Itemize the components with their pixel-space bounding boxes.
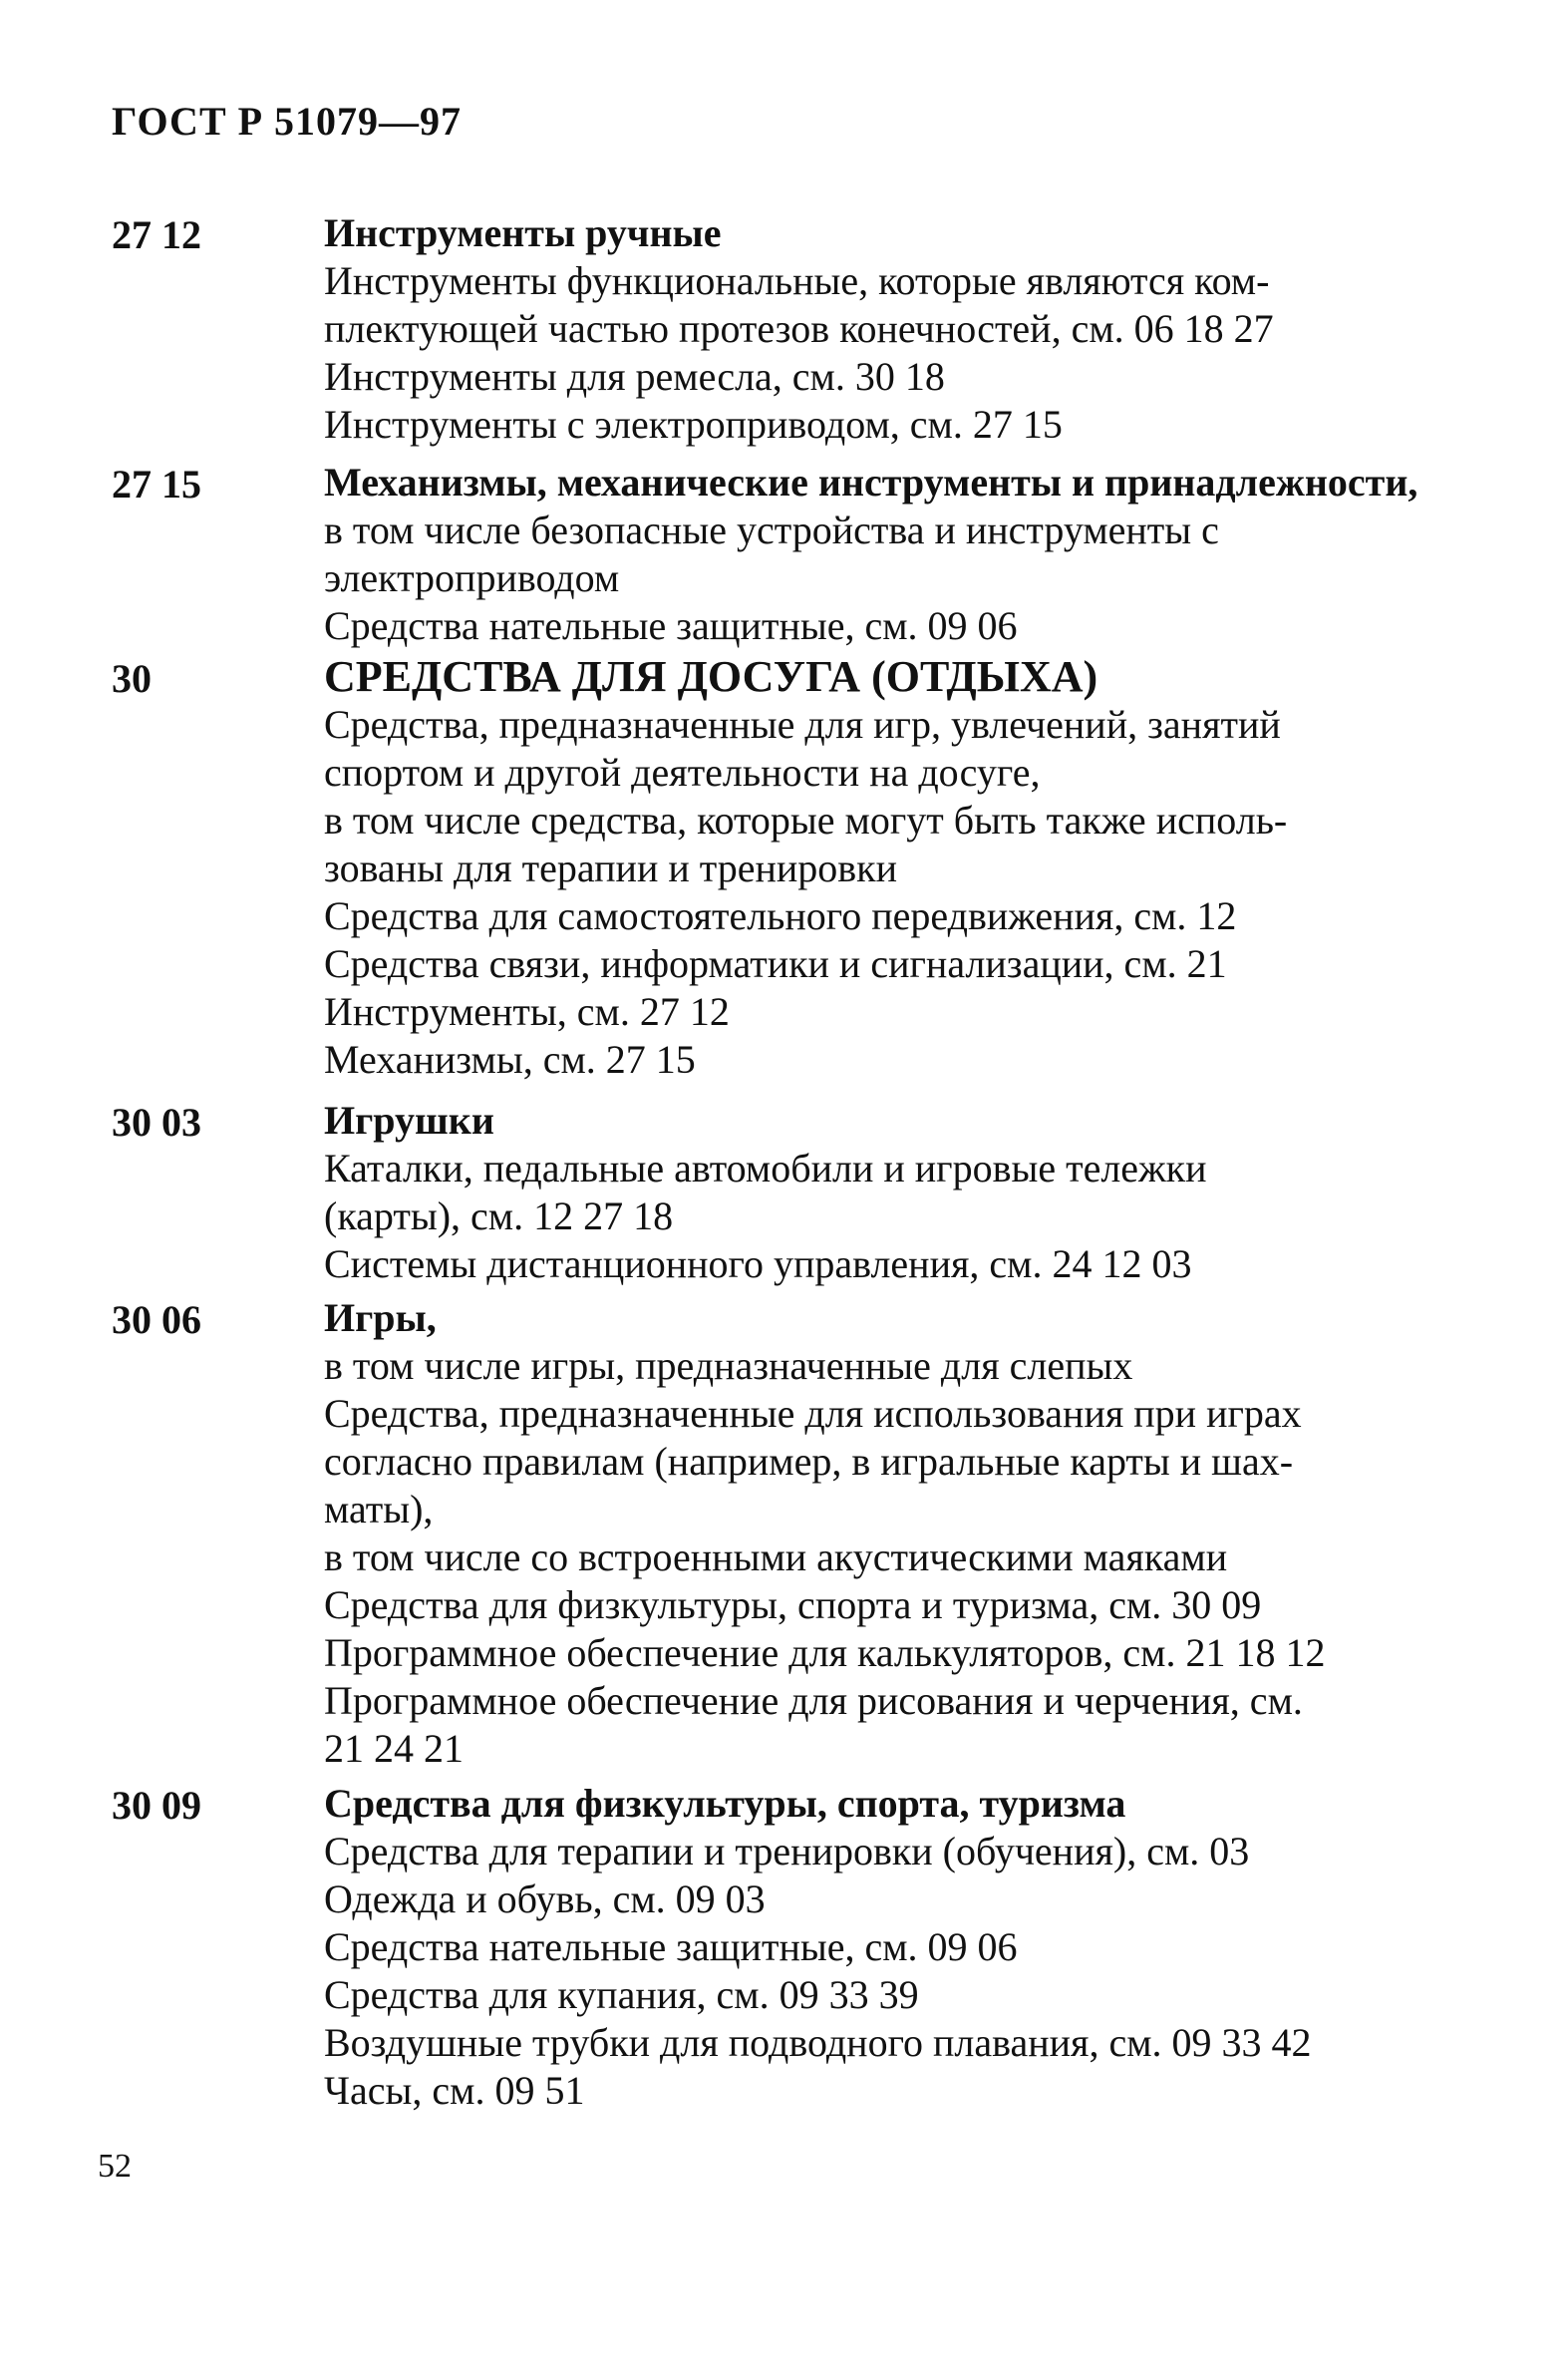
entry-line: Одежда и обувь, см. 09 03 xyxy=(324,1876,766,1921)
entry-line: плектующей частью протезов конечностей, см. 06 18 27 xyxy=(324,306,1274,351)
entry-line: (карты), см. 12 27 18 xyxy=(324,1193,674,1238)
entry-line: Системы дистанционного управления, см. 24 12 03 xyxy=(324,1241,1192,1286)
entry-line: Инструменты, см. 27 12 xyxy=(324,989,730,1034)
entry-code: 30 06 xyxy=(112,1297,201,1342)
entry-line: маты), xyxy=(324,1487,434,1531)
entry-code: 30 09 xyxy=(112,1783,201,1828)
entry-title: СРЕДСТВА ДЛЯ ДОСУГА (ОТДЫХА) xyxy=(324,652,1098,701)
entry-code: 30 03 xyxy=(112,1100,201,1145)
entry-line: Средства нательные защитные, см. 09 06 xyxy=(324,603,1018,648)
entry-line: Инструменты для ремесла, см. 30 18 xyxy=(324,354,945,399)
entry-line: 21 24 21 xyxy=(324,1726,464,1771)
entry-content xyxy=(324,653,1490,1084)
entry-line: Механизмы, см. 27 15 xyxy=(324,1037,696,1082)
entry-content xyxy=(324,1780,1490,2115)
entry-line: Средства, предназначенные для использования при играх xyxy=(324,1391,1302,1436)
entry-line: спортом и другой деятельности на досуге, xyxy=(324,750,1041,795)
entry-line: Средства нательные защитные, см. 09 06 xyxy=(324,1924,1018,1969)
entry-line: Средства для терапии и тренировки (обучения), см. 03 xyxy=(324,1829,1250,1873)
entry-line: Инструменты с электроприводом, см. 27 15 xyxy=(324,402,1063,447)
entry-code: 27 15 xyxy=(112,462,201,507)
entry-content xyxy=(324,1097,1490,1288)
entry-line: Программное обеспечение для калькуляторов, см. 21 18 12 xyxy=(324,1630,1326,1675)
entry-title: Механизмы, механические инструменты и принадлежности, xyxy=(324,460,1418,505)
entry-line: в том числе средства, которые могут быть также исполь- xyxy=(324,798,1288,843)
entry-title: Средства для физкультуры, спорта, туризма xyxy=(324,1781,1126,1826)
entry-content xyxy=(324,1294,1490,1773)
entry-title: Игрушки xyxy=(324,1098,494,1143)
entry-content xyxy=(324,209,1490,449)
entry-line: согласно правилам (например, в игральные карты и шах- xyxy=(324,1439,1294,1484)
entry-title: Инструменты ручные xyxy=(324,210,722,255)
entry-line: зованы для терапии и тренировки xyxy=(324,846,898,890)
entry-line: Программное обеспечение для рисования и черчения, см. xyxy=(324,1678,1303,1723)
entry-line: в том числе игры, предназначенные для слепых xyxy=(324,1343,1133,1388)
entry-content xyxy=(324,459,1490,650)
entry-line: Средства для самостоятельного передвижения, см. 12 xyxy=(324,893,1237,938)
entry-line: Средства, предназначенные для игр, увлечений, занятий xyxy=(324,702,1281,747)
page-number: 52 xyxy=(98,2148,132,2185)
entry-line: Каталки, педальные автомобили и игровые тележки xyxy=(324,1146,1207,1190)
entry-line: Средства связи, информатики и сигнализации, см. 21 xyxy=(324,941,1227,986)
entry-line: в том числе со встроенными акустическими маяками xyxy=(324,1534,1228,1579)
entry-code: 27 12 xyxy=(112,212,201,257)
entry-line: в том числе безопасные устройства и инструменты с xyxy=(324,508,1219,552)
entry-line: Средства для физкультуры, спорта и туризма, см. 30 09 xyxy=(324,1582,1262,1627)
document-header: ГОСТ Р 51079—97 xyxy=(112,99,463,144)
entry-line: электроприводом xyxy=(324,555,620,600)
entry-line: Средства для купания, см. 09 33 39 xyxy=(324,1972,919,2017)
entry-line: Часы, см. 09 51 xyxy=(324,2068,585,2113)
entry-code: 30 xyxy=(112,656,152,701)
entry-line: Воздушные трубки для подводного плавания, см. 09 33 42 xyxy=(324,2020,1312,2065)
entry-line: Инструменты функциональные, которые являются ком- xyxy=(324,258,1270,303)
entry-title: Игры, xyxy=(324,1295,437,1340)
